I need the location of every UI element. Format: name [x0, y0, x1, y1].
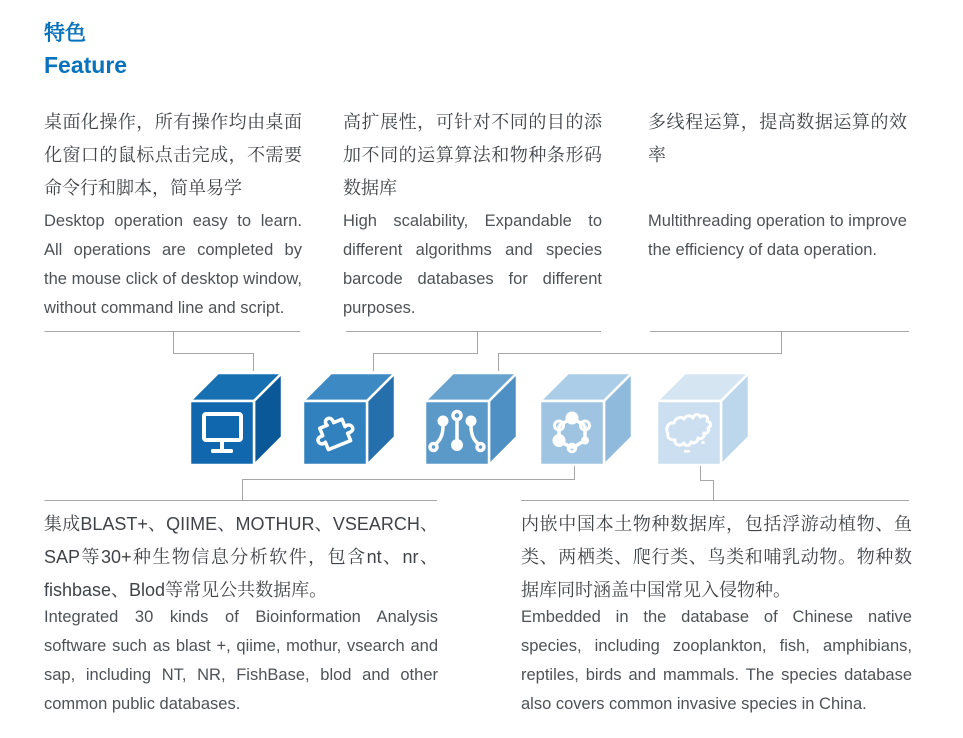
page-title-en: Feature — [44, 52, 128, 78]
cube-front-face — [190, 401, 254, 465]
feature-scalability-en: High scalability, Expandable to different algorithms and species barcode databases for different purposes. — [343, 212, 602, 317]
bottom-connector-2 — [701, 466, 714, 500]
feature-column-multithreading — [648, 106, 907, 265]
cube-species-database — [656, 370, 756, 466]
top-connector-1 — [174, 332, 254, 372]
cube-scalability — [302, 370, 402, 466]
cube-multithreading — [424, 370, 524, 466]
detail-column-species — [521, 508, 912, 719]
feature-column-desktop — [44, 106, 302, 323]
page-title-cn: 特色 — [44, 22, 86, 45]
cube-front-face — [303, 401, 367, 465]
feature-column-scalability — [343, 106, 602, 323]
detail-species-cn: 内嵌中国本土物种数据库，包括浮游动植物、鱼类、两栖类、爬行类、鸟类和哺乳动物。物种数据库同时涵盖中国常见入侵物种。 — [521, 514, 912, 600]
feature-desktop-en: Desktop operation easy to learn. All operations are completed by the mouse click of desktop window, without command line and script. — [44, 212, 302, 317]
feature-multithreading-en: Multithreading operation to improve the efficiency of data operation. — [648, 212, 907, 259]
cube-software-integration — [539, 370, 639, 466]
top-connector-3 — [499, 332, 782, 372]
feature-desktop-cn: 桌面化操作，所有操作均由桌面化窗口的鼠标点击完成，不需要命令行和脚本，简单易学 — [44, 112, 302, 198]
detail-column-software — [44, 508, 438, 719]
top-connector-2 — [374, 332, 478, 372]
cube-front-face — [540, 401, 604, 465]
detail-software-en: Integrated 30 kinds of Bioinformation Analysis software such as blast +, qiime, mothur, vsearch and sap, including NT, NR, FishBase, blod and other common public databases. — [44, 608, 438, 713]
detail-species-en: Embedded in the database of Chinese native species, including zooplankton, fish, amphibians, reptiles, birds and mammals. The species database also covers common invasive species in China. — [521, 608, 912, 713]
bottom-connector-1 — [243, 466, 575, 500]
cube-desktop — [189, 370, 289, 466]
feature-multithreading-cn: 多线程运算，提高数据运算的效率 — [648, 112, 907, 165]
feature-scalability-cn: 高扩展性，可针对不同的目的添加不同的运算算法和物种条形码数据库 — [343, 112, 602, 198]
detail-software-cn: 集成BLAST+、QIIME、MOTHUR、VSEARCH、SAP等30+种生物信息分析软件，包含nt、nr、fishbase、Blod等常见公共数据库。 — [44, 514, 438, 600]
